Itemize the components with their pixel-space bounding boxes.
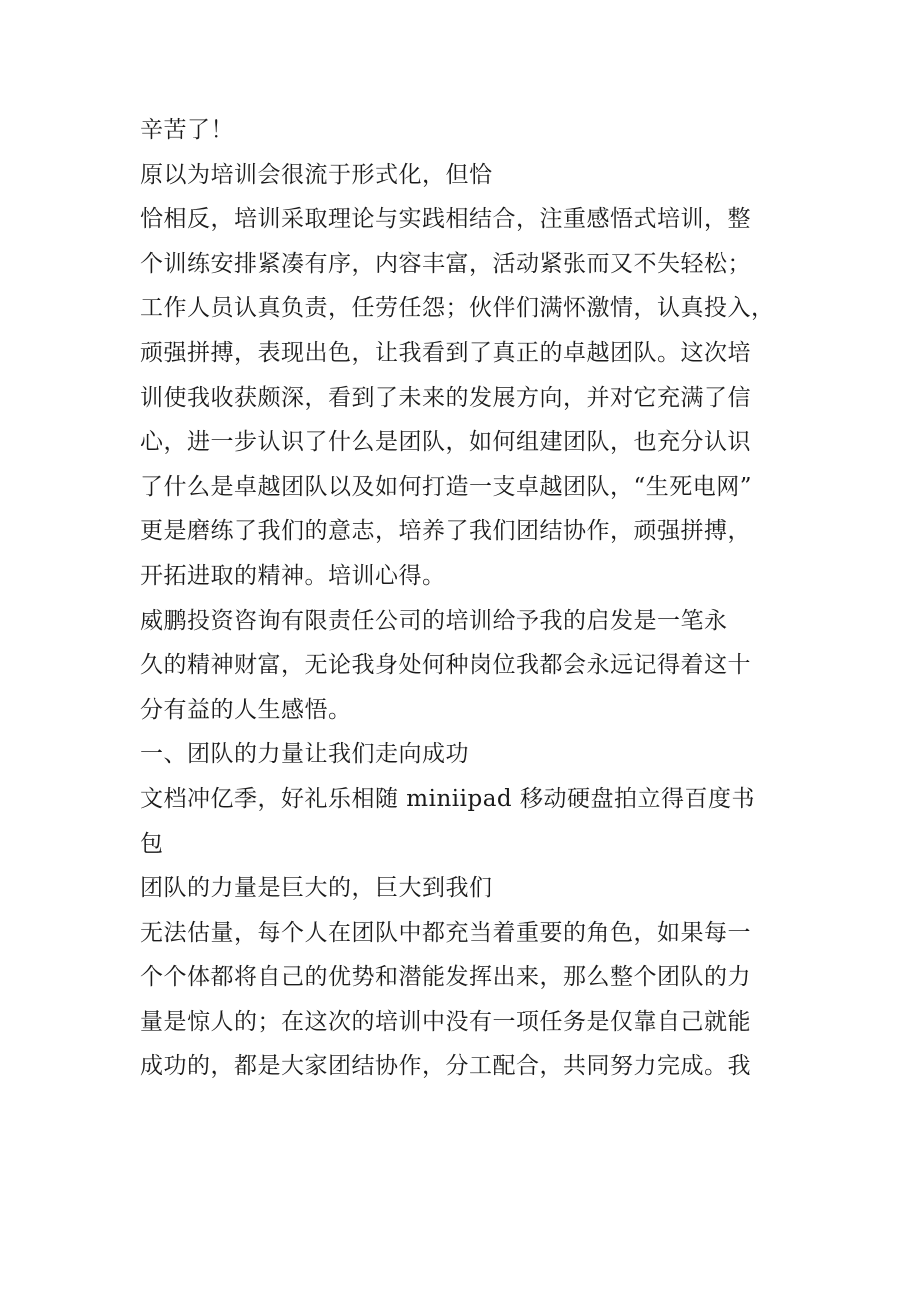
text-line: 威鹏投资咨询有限责任公司的培训给予我的启发是一笔永: [140, 607, 728, 634]
text-line: 训使我收获颇深，看到了未来的发展方向，并对它充满了信: [140, 384, 751, 411]
text-line: 了什么是卓越团队以及如何打造一支卓越团队，“生死电网”: [140, 473, 753, 500]
text-line: 个个体都将自己的优势和潜能发挥出来，那么整个团队的力: [140, 964, 751, 991]
text-line: 个训练安排紧凑有序，内容丰富，活动紧张而又不失轻松；: [140, 250, 751, 277]
text-line: 辛苦了！: [140, 117, 234, 143]
text-line: 文档冲亿季，好礼乐相随 miniipad 移动硬盘拍立得百度书: [140, 785, 755, 812]
text-line: 团队的力量是巨大的，巨大到我们: [140, 875, 493, 902]
text-line: 更是磨练了我们的意志，培养了我们团结协作，顽强拼搏，: [140, 518, 751, 545]
text-line: 无法估量，每个人在团队中都充当着重要的角色，如果每一: [140, 919, 751, 946]
document-body: [140, 108, 800, 1089]
text-line: 成功的，都是大家团结协作，分工配合，共同努力完成。我: [140, 1053, 751, 1080]
section-heading: 一、团队的力量让我们走向成功: [140, 741, 469, 768]
text-line: 心，进一步认识了什么是团队，如何组建团队，也充分认识: [140, 429, 751, 456]
text-line: 开拓进取的精神。培训心得。: [140, 562, 446, 589]
text-line: 恰相反，培训采取理论与实践相结合，注重感悟式培训，整: [140, 206, 751, 233]
text-line: 久的精神财富，无论我身处何种岗位我都会永远记得着这十: [140, 652, 751, 679]
text-line: 包: [140, 830, 164, 857]
text-line: 工作人员认真负责，任劳任怨；伙伴们满怀激情，认真投入，: [140, 295, 775, 322]
text-line: 顽强拼搏，表现出色，让我看到了真正的卓越团队。这次培: [140, 339, 751, 366]
text-line: 量是惊人的；在这次的培训中没有一项任务是仅靠自己就能: [140, 1008, 751, 1035]
text-line: 分有益的人生感悟。: [140, 696, 352, 723]
text-line: 原以为培训会很流于形式化，但恰: [140, 161, 493, 188]
